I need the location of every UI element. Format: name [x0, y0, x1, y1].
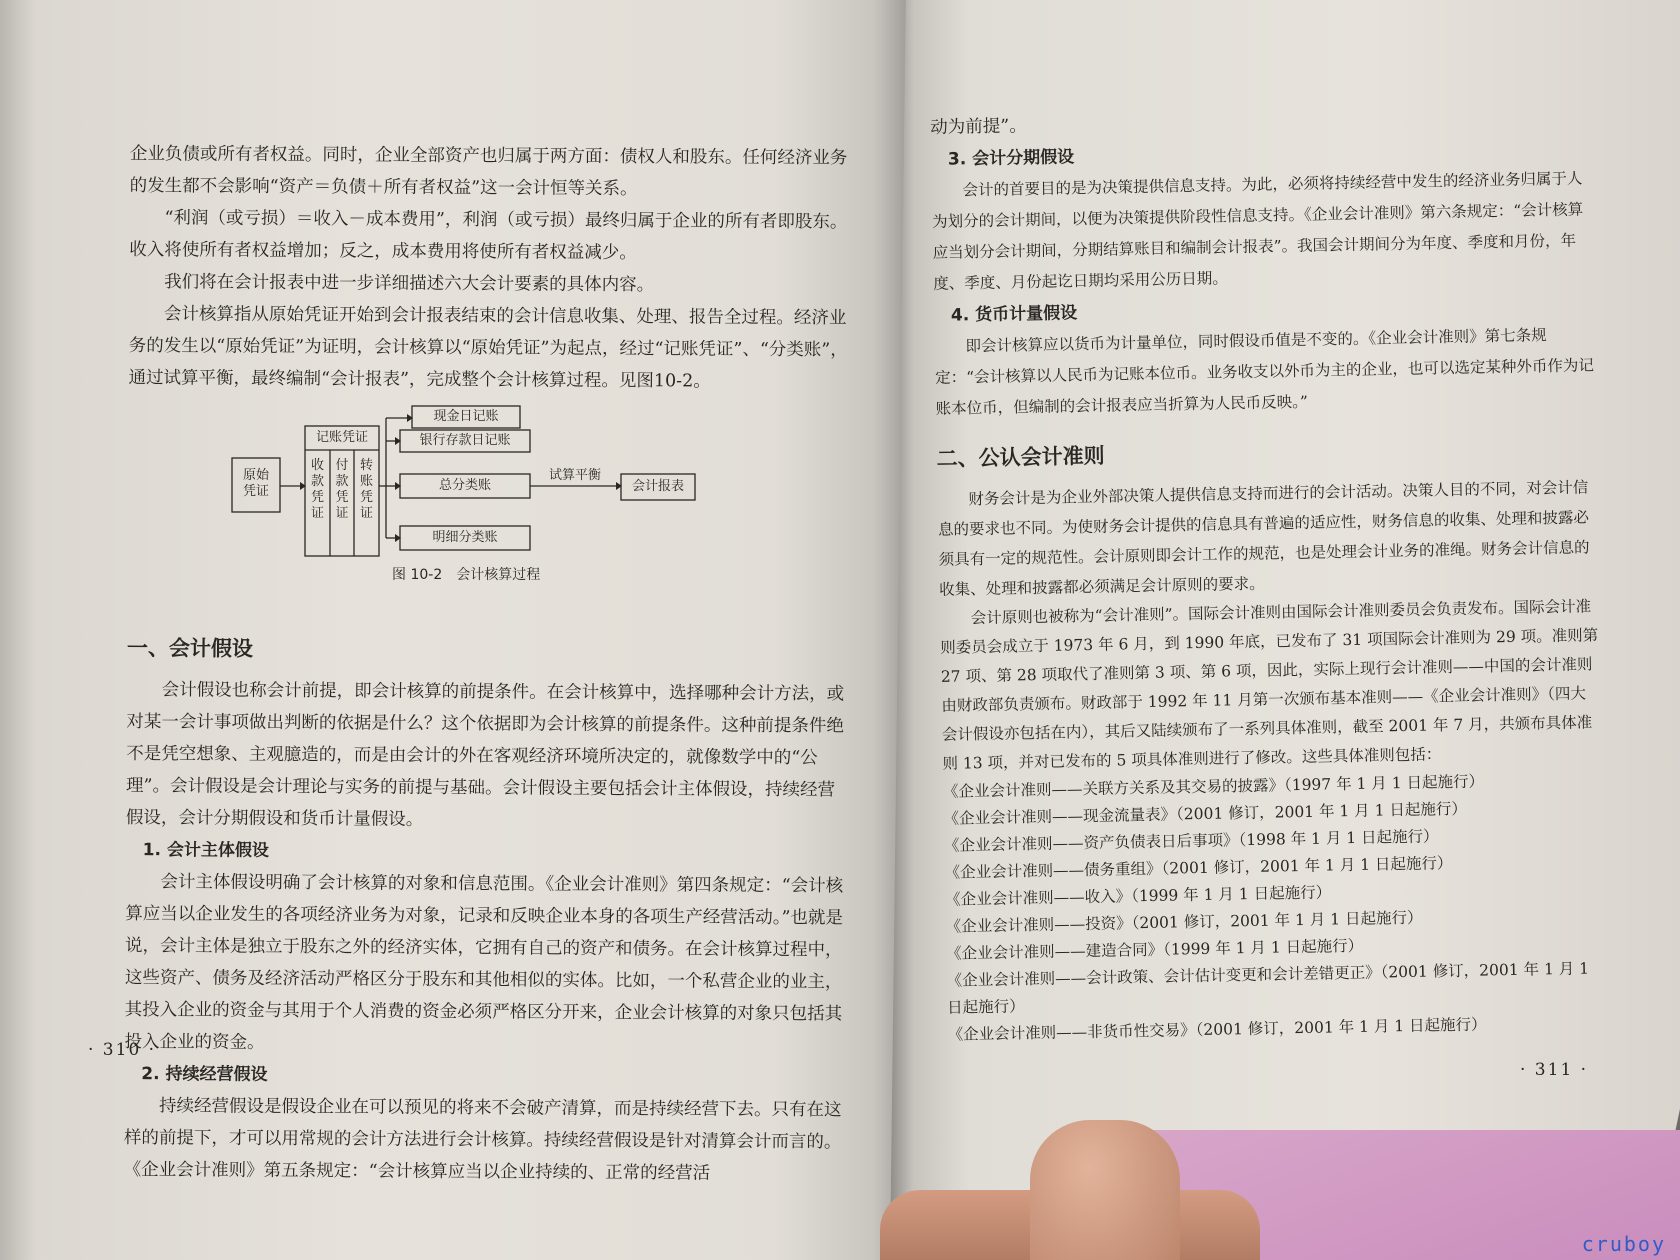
label-receipt-voucher: 收 款 凭 证 [310, 458, 324, 521]
watermark: cruboy [1581, 1232, 1666, 1256]
para-period: 会计的首要目的是为决策提供信息支持。为此，必须将持续经营中发生的经济业务归属于人为划分的会计期间，以便为决策提供阶段性信息支持。《企业会计准则》第六条规定：“会计核算应当划分会计期间，分期结算账目和编制会计报表”。我国会计期间分为年度、季度和月份，年度、季度、月份起讫日期均采用公历日期。 [931, 169, 1584, 293]
label-source-voucher: 原始 凭证 [242, 468, 269, 499]
section-title-assumptions: 一、会计假设 [126, 635, 253, 661]
standard-item: 《企业会计准则——投资》（2001 修订，2001 年 1 月 1 日起施行） [945, 908, 1423, 936]
section-title-gaap: 二、公认会计准则 [936, 443, 1105, 471]
standard-item: 《企业会计准则——资产负债表日后事项》（1998 年 1 月 1 日起施行） [943, 827, 1439, 855]
label-general-ledger: 总分类账 [438, 478, 491, 493]
label-trial-balance: 试算平衡 [548, 468, 601, 483]
standard-item: 《企业会计准则——建造合同》（1999 年 1 月 1 日起施行） [945, 936, 1364, 963]
label-report: 会计报表 [631, 479, 684, 494]
para-assumptions-intro: 会计假设也称会计前提，即会计核算的前提条件。在会计核算中，选择哪种会计方法，或对某一会计事项做出判断的依据是什么？这个依据即为会计核算的前提条件。这种前提条件绝不是凭空想象、主观臆造的，而是由会计的外在客观经济环境所决定的，就像数学中的“公理”。会计假设是会计理论与实务的前提与基础。会计假设主要包括会计主体假设，持续经营假设，会计分期假设和货币计量假设。 [125, 680, 845, 830]
label-subsidiary-ledger: 明细分类账 [432, 530, 498, 545]
figure-caption: 图 10-2 会计核算过程 [392, 567, 541, 583]
label-bank-journal: 银行存款日记账 [419, 433, 511, 448]
label-voucher-title: 记账凭证 [315, 430, 368, 445]
subsection-entity: 1. 会计主体假设 [142, 840, 269, 861]
subsection-period: 3. 会计分期假设 [947, 147, 1075, 170]
para-gaap-2: 会计原则也被称为“会计准则”。国际会计准则由国际会计准则委员会负责发布。国际会计准则委员会成立于 1973 年 6 月，到 1990 年底，已发布了 31 项国际会计准则为 29 项。准则第 27 项、第 28 项取代了准则第 3 项、第 6 项，因此，实际上现行会计准则——中国的会计准则由财政部负责颁布。财政部于 1992 年 11 月第一次颁布基本准则——《企业会计准则》（四大会计假设亦包括在内），其后又陆续颁布了一系列具体准则，截至 2001 年 7 月，共颁布具体准则 13 项，并对已发布的 5 项具体准则进行了修改。这些具体准则包括： [940, 597, 1599, 773]
para-equity: 企业负债或所有者权益。同时，企业全部资产也归属于两方面：债权人和股东。任何经济业务的发生都不会影响“资产＝负债＋所有者权益”这一会计恒等关系。 [129, 143, 848, 200]
label-payment-voucher: 付 款 凭 证 [335, 458, 349, 521]
para-continued: 动为前提”。 [930, 116, 1027, 138]
subsection-going-concern: 2. 持续经营假设 [141, 1064, 268, 1085]
para-going-concern: 持续经营假设是假设企业在可以预见的将来不会破产清算，而是持续经营下去。只有在这样的前提下，才可以用常规的会计方法进行会计核算。持续经营假设是针对清算会计而言的。《企业会计准则》第五条规定：“会计核算应当以企业持续的、正常的经营活 [123, 1096, 842, 1184]
para-profit: “利润（或亏损）＝收入－成本费用”，利润（或亏损）最终归属于企业的所有者即股东。收入将使所有者权益增加；反之，成本费用将使所有者权益减少。 [129, 208, 848, 264]
page-number-right: · 311 · [1520, 1060, 1589, 1080]
standard-item: 《企业会计准则——收入》（1999 年 1 月 1 日起施行） [944, 883, 1332, 909]
label-cash-journal: 现金日记账 [433, 409, 499, 424]
label-transfer-voucher: 转 账 凭 证 [359, 458, 373, 521]
standard-item: 《企业会计准则——债务重组》（2001 修订，2001 年 1 月 1 日起施行） [944, 854, 1453, 882]
left-page-text [124, 138, 850, 1190]
para-entity: 会计主体假设明确了会计核算的对象和信息范围。《企业会计准则》第四条规定：“会计核算应当以企业发生的各项经济业务为对象，记录和反映企业本身的各项生产经营活动。”也就是说，会计主体是独立于股东之外的经济实体，它拥有自己的资产和债务。在会计核算过程中，这些资产、债务及经济活动严格区分于股东和其他相似的实体。比如，一个私营企业的业主，其投入企业的资金与其用于个人消费的资金必须严格区分开来，企业会计核算的对象只包括其投入企业的资金。 [124, 872, 844, 1053]
para-process: 会计核算指从原始凭证开始到会计报表结束的会计信息收集、处理、报告全过程。经济业务的发生以“原始凭证”为证明，会计核算以“原始凭证”为起点，经过“记账凭证”、“分类账”，通过试算平衡，最终编制“会计报表”，完成整个会计核算过程。见图10-2。 [128, 304, 848, 392]
standard-item: 《企业会计准则——现金流量表》（2001 修订，2001 年 1 月 1 日起施行） [943, 799, 1468, 828]
standard-item: 《企业会计准则——会计政策、会计估计变更和会计差错更正》（2001 修订，2001 年 1 月 1 日起施行） [946, 959, 1590, 1017]
figure-accounting-process [200, 378, 760, 578]
subsection-monetary: 4. 货币计量假设 [950, 303, 1078, 326]
para-monetary: 即会计核算应以货币为计量单位，同时假设币值是不变的。《企业会计准则》第七条规定：“会计核算以人民币为记账本位币。业务收支以外币为主的企业，也可以选定某种外币作为记账本位币，但编制的会计报表应当折算为人民币反映。” [934, 326, 1595, 418]
right-page-text [930, 99, 1608, 1048]
para-elements: 我们将在会计报表中进一步详细描述六大会计要素的具体内容。 [164, 272, 655, 296]
standard-item: 《企业会计准则——关联方关系及其交易的披露》（1997 年 1 月 1 日起施行） [942, 772, 1485, 801]
standard-item: 《企业会计准则——非货币性交易》（2001 修订，2001 年 1 月 1 日起施行） [947, 1015, 1487, 1044]
thumb [1030, 1120, 1180, 1260]
page-number-left: · 310 · [88, 1040, 157, 1060]
para-gaap-1: 财务会计是为企业外部决策人提供信息支持而进行的会计活动。决策人目的不同，对会计信息的要求也不同。为使财务会计提供的信息具有普遍的适应性，财务信息的收集、处理和披露必须具有一定的规范性。会计原则即会计工作的规范，也是处理会计业务的准绳。财务会计信息的收集、处理和披露都必须满足会计原则的要求。 [937, 478, 1590, 599]
